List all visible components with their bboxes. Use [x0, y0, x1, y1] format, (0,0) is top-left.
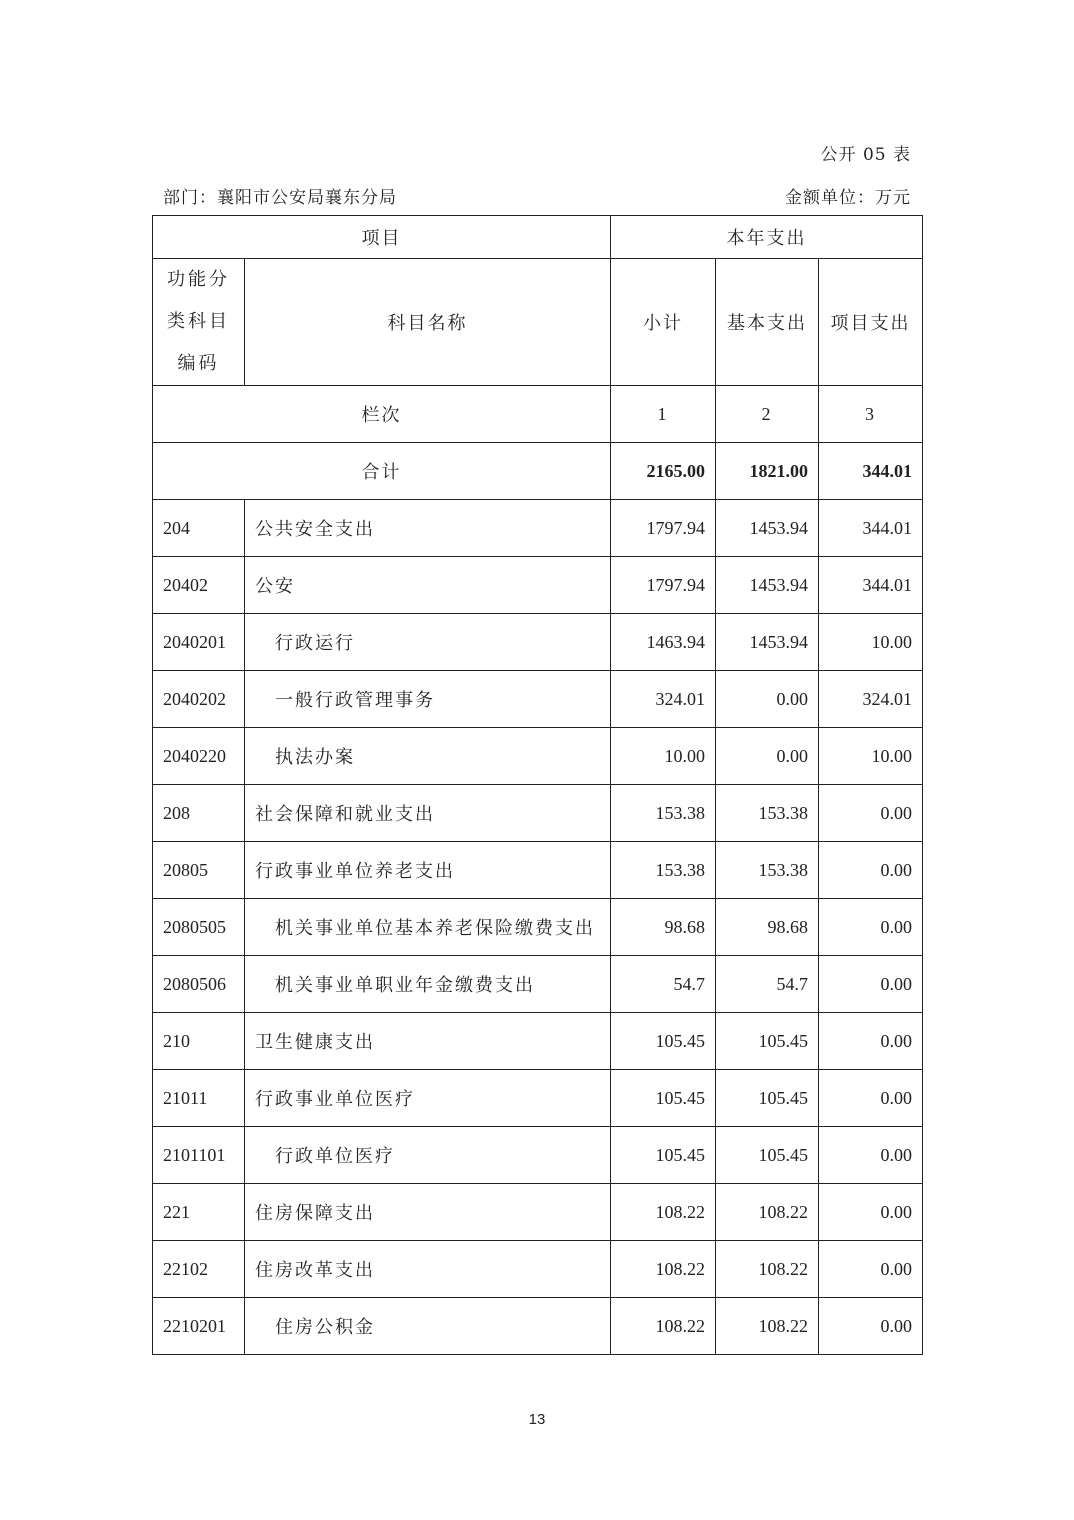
- table-row: [153, 899, 923, 956]
- row-basic: 1453.94: [716, 557, 819, 614]
- row-subject-name: 一般行政管理事务: [245, 671, 611, 728]
- row-subject-name: 机关事业单位基本养老保险缴费支出: [245, 899, 611, 956]
- department-label: 部门：襄阳市公安局襄东分局: [163, 188, 397, 208]
- row-subject-name: 行政事业单位养老支出: [245, 842, 611, 899]
- row-subtotal: 108.22: [611, 1184, 716, 1241]
- row-code: 210: [153, 1013, 245, 1070]
- row-subject-name: 行政事业单位医疗: [245, 1070, 611, 1127]
- column-number-2: 2: [716, 386, 819, 443]
- row-basic: 0.00: [716, 728, 819, 785]
- row-code: 22102: [153, 1241, 245, 1298]
- row-subtotal: 1463.94: [611, 614, 716, 671]
- row-project: 0.00: [819, 842, 923, 899]
- row-subtotal: 324.01: [611, 671, 716, 728]
- table-row: [153, 1184, 923, 1241]
- row-project: 0.00: [819, 785, 923, 842]
- row-code: 2080505: [153, 899, 245, 956]
- row-project: 0.00: [819, 1241, 923, 1298]
- row-project: 324.01: [819, 671, 923, 728]
- header-project-exp: 项目支出: [819, 259, 923, 386]
- row-code: 2040201: [153, 614, 245, 671]
- row-subtotal: 105.45: [611, 1013, 716, 1070]
- header-basic: 基本支出: [716, 259, 819, 386]
- row-subtotal: 153.38: [611, 842, 716, 899]
- row-subtotal: 108.22: [611, 1298, 716, 1355]
- header-subtotal: 小计: [611, 259, 716, 386]
- row-code: 221: [153, 1184, 245, 1241]
- row-basic: 105.45: [716, 1127, 819, 1184]
- row-subject-name: 行政单位医疗: [245, 1127, 611, 1184]
- row-subtotal: 105.45: [611, 1127, 716, 1184]
- table-row: [153, 842, 923, 899]
- row-subject-name: 执法办案: [245, 728, 611, 785]
- row-basic: 105.45: [716, 1013, 819, 1070]
- row-project: 0.00: [819, 899, 923, 956]
- table-row: [153, 956, 923, 1013]
- row-subtotal: 98.68: [611, 899, 716, 956]
- row-subtotal: 153.38: [611, 785, 716, 842]
- row-subtotal: 10.00: [611, 728, 716, 785]
- row-subject-name: 卫生健康支出: [245, 1013, 611, 1070]
- row-code: 20805: [153, 842, 245, 899]
- row-basic: 108.22: [716, 1298, 819, 1355]
- column-number-row: [153, 386, 923, 443]
- form-number: 公开 05 表: [820, 145, 911, 165]
- table-row: [153, 1298, 923, 1355]
- row-subject-name: 住房改革支出: [245, 1241, 611, 1298]
- row-project: 10.00: [819, 728, 923, 785]
- row-basic: 0.00: [716, 671, 819, 728]
- header-current-year: 本年支出: [611, 216, 923, 259]
- row-project: 0.00: [819, 956, 923, 1013]
- row-basic: 108.22: [716, 1184, 819, 1241]
- row-project: 0.00: [819, 1127, 923, 1184]
- row-subtotal: 1797.94: [611, 500, 716, 557]
- page-number: 13: [528, 1411, 546, 1428]
- row-code: 204: [153, 500, 245, 557]
- header-project: 项目: [153, 216, 611, 259]
- total-basic: 1821.00: [716, 443, 819, 500]
- row-code: 2210201: [153, 1298, 245, 1355]
- row-code: 2101101: [153, 1127, 245, 1184]
- row-subtotal: 108.22: [611, 1241, 716, 1298]
- row-code: 2080506: [153, 956, 245, 1013]
- row-project: 344.01: [819, 557, 923, 614]
- total-project: 344.01: [819, 443, 923, 500]
- row-basic: 105.45: [716, 1070, 819, 1127]
- row-basic: 1453.94: [716, 614, 819, 671]
- row-code: 208: [153, 785, 245, 842]
- table-row: [153, 1070, 923, 1127]
- row-project: 0.00: [819, 1298, 923, 1355]
- expenditure-table: [152, 215, 923, 1355]
- row-subject-name: 公安: [245, 557, 611, 614]
- row-basic: 98.68: [716, 899, 819, 956]
- row-project: 0.00: [819, 1184, 923, 1241]
- table-row: [153, 1241, 923, 1298]
- table-row: [153, 728, 923, 785]
- row-subject-name: 机关事业单职业年金缴费支出: [245, 956, 611, 1013]
- row-basic: 1453.94: [716, 500, 819, 557]
- header-row-1: [153, 216, 923, 259]
- row-basic: 108.22: [716, 1241, 819, 1298]
- row-subject-name: 住房公积金: [245, 1298, 611, 1355]
- total-label: 合计: [153, 443, 611, 500]
- row-basic: 153.38: [716, 842, 819, 899]
- column-number-3: 3: [819, 386, 923, 443]
- header-func-code-line: 功能分: [167, 269, 230, 290]
- table-row: [153, 785, 923, 842]
- row-subject-name: 行政运行: [245, 614, 611, 671]
- header-subject-name: 科目名称: [245, 259, 611, 386]
- table-row: [153, 1013, 923, 1070]
- amount-unit-label: 金额单位：万元: [785, 188, 911, 208]
- row-project: 10.00: [819, 614, 923, 671]
- table-row: [153, 500, 923, 557]
- row-basic: 54.7: [716, 956, 819, 1013]
- row-project: 0.00: [819, 1070, 923, 1127]
- row-basic: 153.38: [716, 785, 819, 842]
- row-subject-name: 社会保障和就业支出: [245, 785, 611, 842]
- header-func-code: [153, 259, 245, 386]
- row-code: 20402: [153, 557, 245, 614]
- row-subtotal: 54.7: [611, 956, 716, 1013]
- row-project: 344.01: [819, 500, 923, 557]
- row-project: 0.00: [819, 1013, 923, 1070]
- row-subtotal: 1797.94: [611, 557, 716, 614]
- row-subject-name: 住房保障支出: [245, 1184, 611, 1241]
- table-row: [153, 671, 923, 728]
- row-subtotal: 105.45: [611, 1070, 716, 1127]
- row-subject-name: 公共安全支出: [245, 500, 611, 557]
- table-row: [153, 557, 923, 614]
- row-code: 2040220: [153, 728, 245, 785]
- total-row: [153, 443, 923, 500]
- column-number-label: 栏次: [153, 386, 611, 443]
- header-row-2: [153, 259, 923, 386]
- column-number-1: 1: [611, 386, 716, 443]
- row-code: 21011: [153, 1070, 245, 1127]
- header-func-code-line: 编码: [177, 353, 220, 374]
- header-func-code-line: 类科目: [167, 311, 230, 332]
- table-row: [153, 614, 923, 671]
- total-subtotal: 2165.00: [611, 443, 716, 500]
- table-row: [153, 1127, 923, 1184]
- row-code: 2040202: [153, 671, 245, 728]
